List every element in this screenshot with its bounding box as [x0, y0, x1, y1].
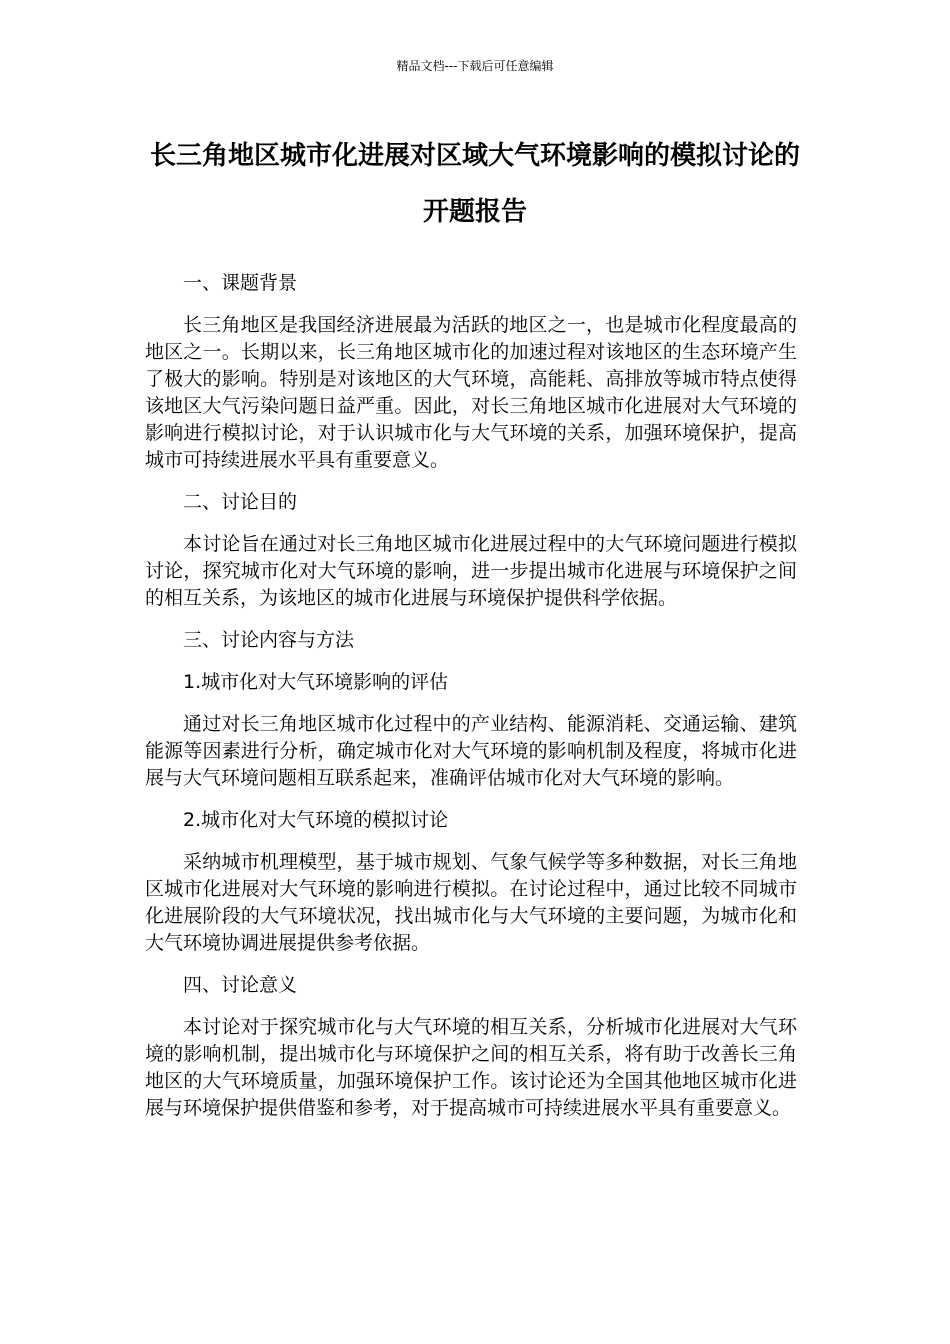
section-heading-background: 一、课题背景	[183, 272, 298, 294]
subsection-heading-evaluation: 1.城市化对大气环境影响的评估	[183, 671, 449, 693]
header-note: 精品文档---下载后可任意编辑	[396, 59, 554, 73]
section-heading-purpose: 二、讨论目的	[183, 491, 298, 513]
section-heading-significance: 四、讨论意义	[183, 974, 298, 996]
paragraph-purpose: 本讨论旨在通过对长三角地区城市化进展过程中的大气环境问题进行模拟讨论，探究城市化对大气环境的影响，进一步提出城市化进展与环境保护之间的相互关系，为该地区的城市化进展与环境保护提供科学依据。	[145, 533, 797, 609]
paragraph-evaluation: 通过对长三角地区城市化过程中的产业结构、能源消耗、交通运输、建筑能源等因素进行分析，确定城市化对大气环境的影响机制及程度，将城市化进展与大气环境问题相互联系起来，准确评估城市化对大气环境的影响。	[145, 713, 797, 789]
section-heading-content-method: 三、讨论内容与方法	[183, 629, 355, 651]
document-body	[145, 270, 797, 1137]
paragraph-background: 长三角地区是我国经济进展最为活跃的地区之一，也是城市化程度最高的地区之一。长期以来，长三角地区城市化的加速过程对该地区的生态环境产生了极大的影响。特别是对该地区的大气环境，高能耗、高排放等城市特点使得该地区大气污染问题日益严重。因此，对长三角地区城市化进展对大气环境的影响进行模拟讨论，对于认识城市化与大气环境的关系，加强环境保护，提高城市可持续进展水平具有重要意义。	[145, 314, 797, 471]
subsection-heading-simulation: 2.城市化对大气环境的模拟讨论	[183, 809, 449, 831]
document-title: 长三角地区城市化进展对区域大气环境影响的模拟讨论的开题报告	[149, 141, 800, 227]
paragraph-simulation: 采纳城市机理模型，基于城市规划、气象气候学等多种数据，对长三角地区城市化进展对大气环境的影响进行模拟。在讨论过程中，通过比较不同城市化进展阶段的大气环境状况，找出城市化与大气环境的主要问题，为城市化和大气环境协调进展提供参考依据。	[145, 851, 797, 954]
paragraph-significance: 本讨论对于探究城市化与大气环境的相互关系，分析城市化进展对大气环境的影响机制，提出城市化与环境保护之间的相互关系，将有助于改善长三角地区的大气环境质量，加强环境保护工作。该讨论还为全国其他地区城市化进展与环境保护提供借鉴和参考，对于提高城市可持续进展水平具有重要意义。	[145, 1016, 797, 1119]
